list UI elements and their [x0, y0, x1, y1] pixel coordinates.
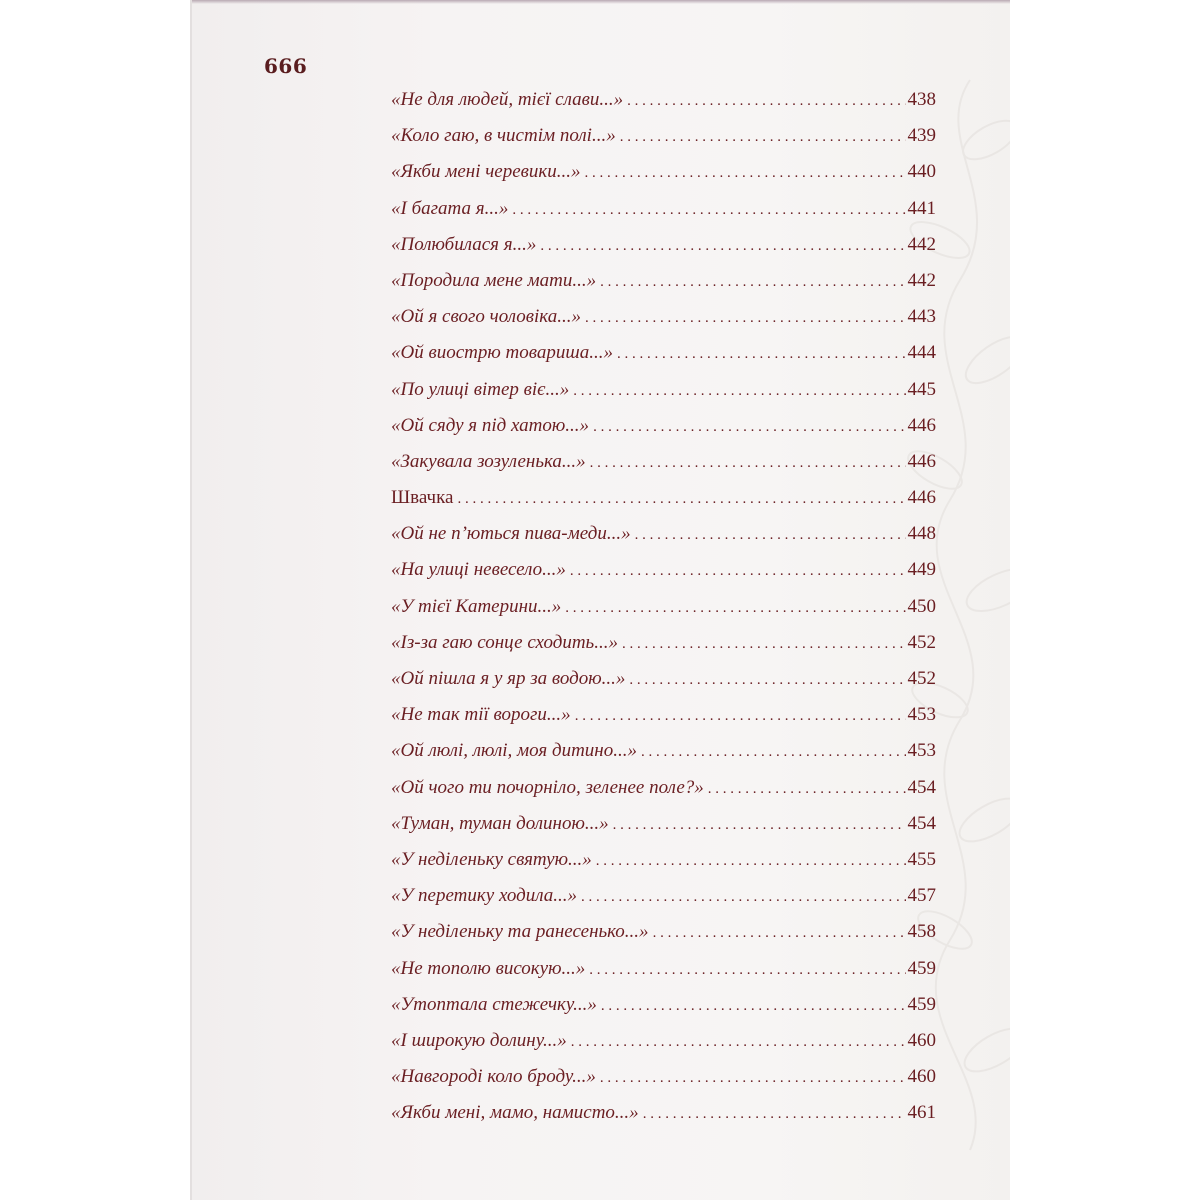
toc-entry-title: «Навгороді коло броду...» [391, 1066, 596, 1088]
toc-entry [391, 958, 936, 994]
toc-entry [391, 487, 936, 523]
toc-entry-page: 446 [907, 414, 936, 436]
toc-entry-page: 450 [907, 595, 936, 617]
toc-entry-page: 454 [907, 812, 936, 834]
toc-entry [391, 1066, 936, 1102]
toc-entry-page: 439 [907, 125, 936, 147]
toc-entry-title: «Закувала зозуленька...» [391, 450, 586, 472]
toc-entry-page: 455 [907, 848, 936, 870]
toc-entry [391, 921, 936, 957]
toc-entry-title: «Полюбилася я...» [391, 233, 537, 255]
toc-entry-page: 453 [907, 704, 936, 726]
toc-leader-dots [570, 563, 906, 580]
toc-entry-page: 454 [907, 776, 936, 798]
toc-entry-page: 460 [907, 1066, 936, 1088]
toc-entry-page: 442 [907, 269, 936, 291]
toc-entry [391, 451, 936, 487]
toc-leader-dots [643, 1106, 906, 1123]
toc-leader-dots [565, 600, 905, 617]
toc-leader-dots [585, 165, 906, 182]
toc-leader-dots [585, 310, 906, 327]
toc-leader-dots [573, 383, 905, 400]
page-top-shadow [190, 0, 1010, 4]
toc-entry [391, 342, 936, 378]
toc-entry-page: 459 [907, 993, 936, 1015]
table-of-contents [391, 89, 936, 1138]
toc-leader-dots [593, 419, 905, 436]
toc-leader-dots [596, 853, 906, 870]
toc-entry [391, 740, 936, 776]
toc-leader-dots [613, 817, 906, 834]
toc-leader-dots [622, 636, 906, 653]
toc-entry-title: «По улиці вітер віє...» [391, 378, 570, 400]
toc-entry-page: 446 [907, 450, 936, 472]
toc-leader-dots [635, 527, 906, 544]
toc-entry-page: 461 [907, 1102, 936, 1124]
toc-entry-page: 442 [907, 233, 936, 255]
toc-entry-page: 440 [907, 161, 936, 183]
toc-entry-title: «І широкую долину...» [391, 1029, 567, 1051]
book-page [190, 0, 1010, 1200]
toc-entry [391, 1102, 936, 1138]
toc-entry-page: 458 [907, 921, 936, 943]
toc-entry [391, 89, 936, 125]
toc-leader-dots [601, 998, 906, 1015]
toc-entry-page: 441 [907, 197, 936, 219]
bleed-through-numbers [282, 108, 322, 470]
toc-entry-title: «Якби мені, мамо, намисто...» [391, 1102, 639, 1124]
toc-entry [391, 777, 936, 813]
toc-entry [391, 125, 936, 161]
toc-entry [391, 270, 936, 306]
toc-entry [391, 813, 936, 849]
toc-entry-title: «Не для людей, тієї слави...» [391, 89, 624, 110]
toc-entry [391, 559, 936, 595]
toc-entry-page: 438 [907, 89, 936, 110]
toc-entry-page: 449 [907, 559, 936, 581]
toc-entry-page: 443 [907, 306, 936, 328]
toc-entry-page: 446 [907, 487, 936, 509]
toc-entry-page: 453 [907, 740, 936, 762]
toc-entry [391, 415, 936, 451]
toc-entry-title: «У неділеньку святую...» [391, 848, 592, 870]
toc-entry-title: «Не так тії вороги...» [391, 704, 571, 726]
toc-leader-dots [653, 925, 906, 942]
toc-entry [391, 596, 936, 632]
toc-leader-dots [600, 274, 905, 291]
toc-entry-title: «У неділеньку та ранесенько...» [391, 921, 649, 943]
toc-leader-dots [708, 781, 906, 798]
toc-entry-page: 444 [907, 342, 936, 364]
toc-leader-dots [590, 455, 906, 472]
toc-entry-page: 460 [907, 1029, 936, 1051]
toc-entry-page: 452 [907, 631, 936, 653]
toc-entry-title: «Не тополю високую...» [391, 957, 586, 979]
toc-entry [391, 885, 936, 921]
toc-entry-title: «Ой пішла я у яр за водою...» [391, 668, 626, 689]
toc-entry [391, 234, 936, 270]
toc-entry [391, 668, 936, 704]
toc-leader-dots [512, 202, 905, 219]
toc-entry [391, 994, 936, 1030]
toc-entry-title: «Ой люлі, люлі, моя дитино...» [391, 740, 637, 762]
toc-leader-dots [571, 1034, 906, 1051]
toc-entry-title: «У тієї Катерини...» [391, 595, 562, 617]
toc-leader-dots [600, 1070, 906, 1087]
page-left-edge [190, 0, 192, 1200]
toc-entry-title: «На улиці невесело...» [391, 559, 566, 581]
toc-entry-title: «Якби мені черевики...» [391, 161, 581, 183]
toc-entry-title: «Коло гаю, в чистім полі...» [391, 125, 616, 147]
toc-entry-title: Швачка [391, 487, 454, 509]
toc-entry-title: «Із-за гаю сонце сходить...» [391, 631, 618, 653]
toc-leader-dots [581, 889, 905, 906]
toc-entry-page: 448 [907, 523, 936, 545]
toc-entry [391, 523, 936, 559]
toc-entry-page: 452 [907, 668, 936, 689]
toc-entry-title: «Породила мене мати...» [391, 269, 597, 291]
toc-leader-dots [641, 744, 906, 761]
page-number: 666 [264, 54, 308, 78]
toc-entry [391, 306, 936, 342]
toc-entry-title: «Туман, туман долиною...» [391, 812, 609, 834]
toc-entry [391, 632, 936, 668]
toc-leader-dots [540, 238, 905, 255]
toc-leader-dots [458, 491, 906, 508]
toc-entry-title: «Утоптала стежечку...» [391, 993, 597, 1015]
toc-entry [391, 1030, 936, 1066]
toc-entry [391, 198, 936, 234]
toc-entry [391, 379, 936, 415]
toc-entry-title: «Ой чого ти почорніло, зеленее поле?» [391, 776, 704, 798]
toc-leader-dots [627, 93, 905, 110]
toc-entry-title: «Ой я свого чоловіка...» [391, 306, 581, 328]
toc-entry [391, 161, 936, 197]
toc-entry-title: «Ой сяду я під хатою...» [391, 414, 590, 436]
toc-leader-dots [617, 346, 906, 363]
toc-entry-title: «І багата я...» [391, 197, 509, 219]
toc-entry-title: «У перетику ходила...» [391, 885, 578, 907]
toc-entry [391, 849, 936, 885]
toc-entry [391, 704, 936, 740]
toc-entry-page: 445 [907, 378, 936, 400]
toc-leader-dots [589, 962, 905, 979]
toc-entry-title: «Ой не п’ються пива-меди...» [391, 523, 631, 545]
toc-leader-dots [629, 672, 905, 689]
toc-leader-dots [575, 708, 906, 725]
toc-entry-page: 457 [907, 885, 936, 907]
toc-leader-dots [620, 129, 906, 146]
toc-entry-page: 459 [907, 957, 936, 979]
toc-entry-title: «Ой виострю товариша...» [391, 342, 613, 364]
